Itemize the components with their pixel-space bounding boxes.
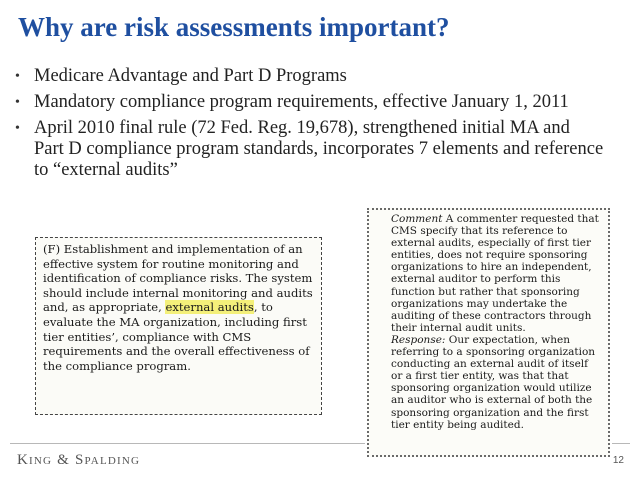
footer-divider (10, 443, 365, 444)
bullet-text: Mandatory compliance program requirements, effective January 1, 2011 (34, 92, 569, 112)
comment-text: A commenter requested that CMS specify that its reference to external audits, especially of first tier entities, does not require sponsoring organizations to hire an independent, external auditor to perform this function but rather that sponsoring organizations may undertake the auditing of these contractors through their internal audit units. (391, 213, 599, 334)
regulation-excerpt (35, 237, 322, 415)
response-text: Our expectation, when referring to a sponsoring organization conducting an external audit of itself or a first tier entity, was that that sponsoring organization would utilize an auditor who is external of both the sponsoring organization and the first tier entity being audited. (391, 333, 596, 431)
bullet-icon: • (15, 121, 20, 136)
bullet-text: Medicare Advantage and Part D Programs (34, 66, 347, 86)
slide-title: Why are risk assessments important? (18, 12, 450, 42)
highlighted-phrase: external audits (165, 300, 254, 315)
excerpt-text-after: , to evaluate the MA organization, including first tier entities’, compliance with CMS requirements and the overall effectiveness of the compliance program. (43, 300, 310, 373)
footer-divider-right (612, 443, 630, 444)
bullet-item (14, 92, 604, 113)
comment-paragraph (377, 213, 602, 334)
excerpt-text-before: (F) Establishment and implementation of an effective system for routine monitoring and identification of compliance risks. The system should include internal monitoring and audits and, as appropriate, (43, 242, 313, 315)
bullet-icon: • (15, 69, 20, 84)
bullet-icon: • (15, 95, 20, 110)
bullet-item (14, 66, 604, 87)
company-logo: King & Spalding (17, 452, 141, 468)
comment-response-excerpt (367, 208, 610, 457)
bullet-list (14, 66, 604, 186)
bullet-item (14, 118, 604, 181)
response-label: Response: (391, 333, 446, 346)
response-paragraph (377, 334, 602, 431)
page-number: 12 (612, 455, 624, 466)
comment-label: Comment (391, 213, 443, 225)
bullet-text: April 2010 final rule (72 Fed. Reg. 19,678), strengthened initial MA and Part D compliance program standards, incorporates 7 elements and reference to “external audits” (34, 118, 604, 180)
